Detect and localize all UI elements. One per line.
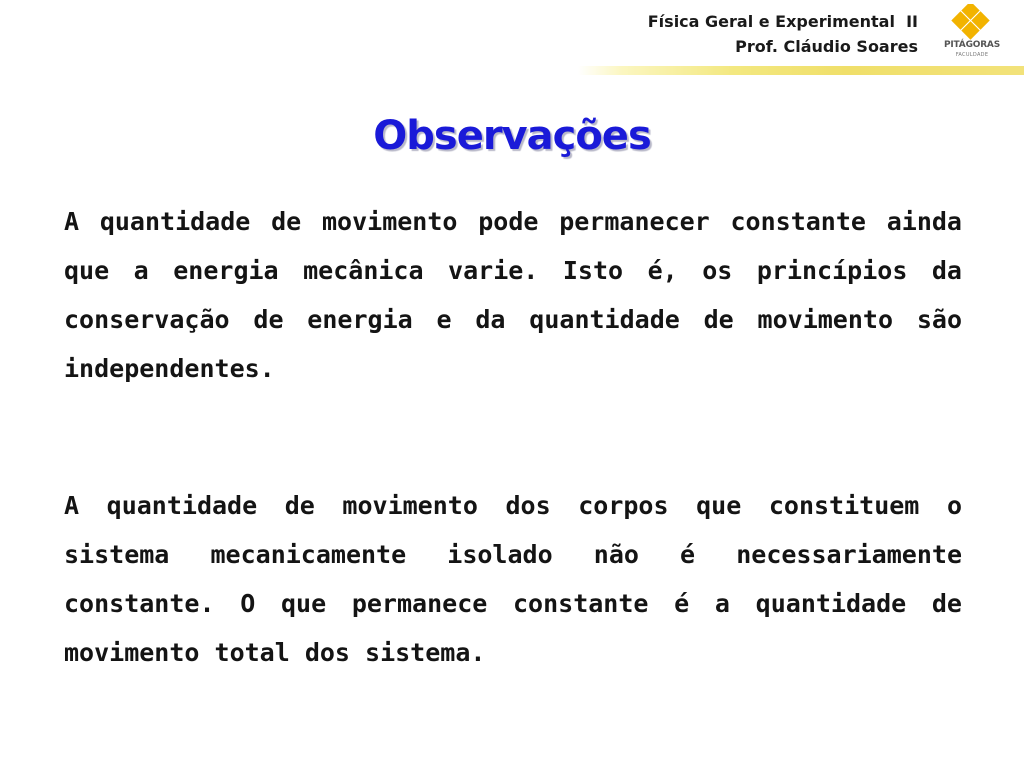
header-divider [578, 66, 1024, 75]
slide-header [648, 9, 918, 59]
pitagoras-diamond-logo-icon [944, 4, 1000, 40]
logo-subtitle: FACULDADE [955, 52, 989, 58]
paragraph-1: A quantidade de movimento pode permanecer constante ainda que a energia mecânica varie. Isto é, os princípios da conservação de energia e da quantidade de movimento são independentes. [64, 207, 962, 383]
paragraph-2: A quantidade de movimento dos corpos que constituem o sistema mecanicamente isolado não é necessariamente constante. O que permanece constante é a quantidade de movimento total dos sistema. [64, 491, 962, 667]
logo-wordmark: PITÁGORAS [944, 40, 1000, 50]
pitagoras-logo [944, 4, 1000, 62]
professor-name: Prof. Cláudio Soares [735, 37, 918, 56]
course-name: Física Geral e Experimental II [647, 12, 918, 31]
page-title: Observações [373, 113, 651, 159]
